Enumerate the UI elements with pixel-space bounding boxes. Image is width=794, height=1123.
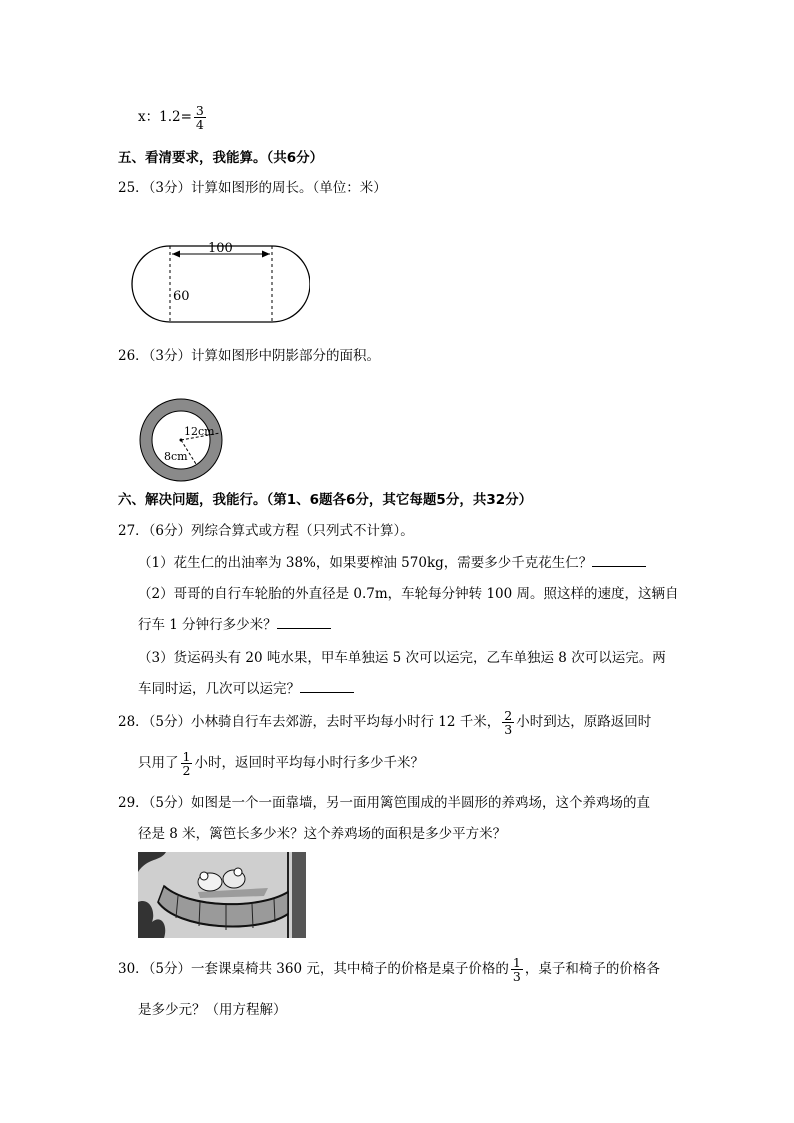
equation-line bbox=[138, 100, 208, 134]
label-outer: 12cm bbox=[184, 425, 215, 438]
label-length: 100 bbox=[208, 241, 233, 256]
equation-prefix: x：1.2= bbox=[138, 109, 192, 125]
q29-line2: 径是 8 米，篱笆长多少米？这个养鸡场的面积是多少平方米？ bbox=[138, 826, 507, 842]
q29-line1: 29．（5分）如图是一个一面靠墙，另一面用篱笆围成的半圆形的养鸡场，这个养鸡场的直 bbox=[118, 795, 651, 811]
q27-part3-line2: 车同时运，几次可以运完？ bbox=[138, 677, 354, 697]
label-inner: 8cm bbox=[164, 450, 188, 463]
q25-text: 25．（3分）计算如图形的周长。（单位：米） bbox=[118, 180, 387, 196]
q27-text: 27．（6分）列综合算式或方程（只列式不计算）。 bbox=[118, 523, 414, 539]
q27-part1: （1）花生仁的出油率为 38%，如果要榨油 570kg，需要多少千克花生仁？ bbox=[138, 551, 646, 571]
section5-title: 五、看清要求，我能算。（共6分） bbox=[118, 150, 324, 166]
racetrack-shape bbox=[132, 246, 310, 322]
q28-line2: 只用了 $\frac{1}{2}$ 小时，返回时平均每小时行多少千米？ bbox=[138, 748, 424, 778]
q27-part2-line1: （2）哥哥的自行车轮胎的外直径是 0.7m，车轮每分钟转 100 周。照这样的速度，这辆自 bbox=[138, 586, 679, 602]
q30-line2: 是多少元？（用方程解） bbox=[138, 1002, 287, 1018]
chicken-yard-illustration bbox=[138, 852, 306, 938]
label-width: 60 bbox=[173, 289, 190, 304]
q28-fraction-2: $\frac{1}{2}$ bbox=[182, 748, 191, 778]
arrow-right bbox=[262, 251, 270, 258]
q28-fraction-1: $\frac{2}{3}$ bbox=[504, 707, 513, 737]
answer-blank[interactable] bbox=[592, 552, 646, 567]
q26-text: 26．（3分）计算如图形中阴影部分的面积。 bbox=[118, 348, 381, 364]
section6-title: 六、解决问题，我能行。（第1、6题各6分，其它每题5分，共32分） bbox=[118, 492, 533, 508]
q28-line1: 28．（5分）小林骑自行车去郊游，去时平均每小时行 12 千米， $\frac{2}{3}$ 小时到达，原路返回时 bbox=[118, 707, 652, 737]
wall bbox=[292, 852, 306, 938]
answer-blank[interactable] bbox=[300, 678, 354, 693]
q26-figure bbox=[134, 396, 234, 486]
q27-part2-line2: 行车 1 分钟行多少米？ bbox=[138, 613, 331, 633]
q30-fraction: $\frac{1}{3}$ bbox=[512, 954, 521, 984]
equation-fraction: $\frac{3}{4}$ bbox=[195, 102, 204, 132]
q27-part3-line1: （3）货运码头有 20 吨水果，甲车单独运 5 次可以运完，乙车单独运 8 次可以运完。两 bbox=[138, 650, 666, 666]
q25-figure bbox=[130, 232, 310, 332]
answer-blank[interactable] bbox=[277, 614, 331, 629]
arrow-left bbox=[172, 251, 180, 258]
q30-line1: 30．（5分）一套课桌椅共 360 元，其中椅子的价格是桌子价格的 $\frac{1}{3}$ ，桌子和椅子的价格各 bbox=[118, 954, 660, 984]
